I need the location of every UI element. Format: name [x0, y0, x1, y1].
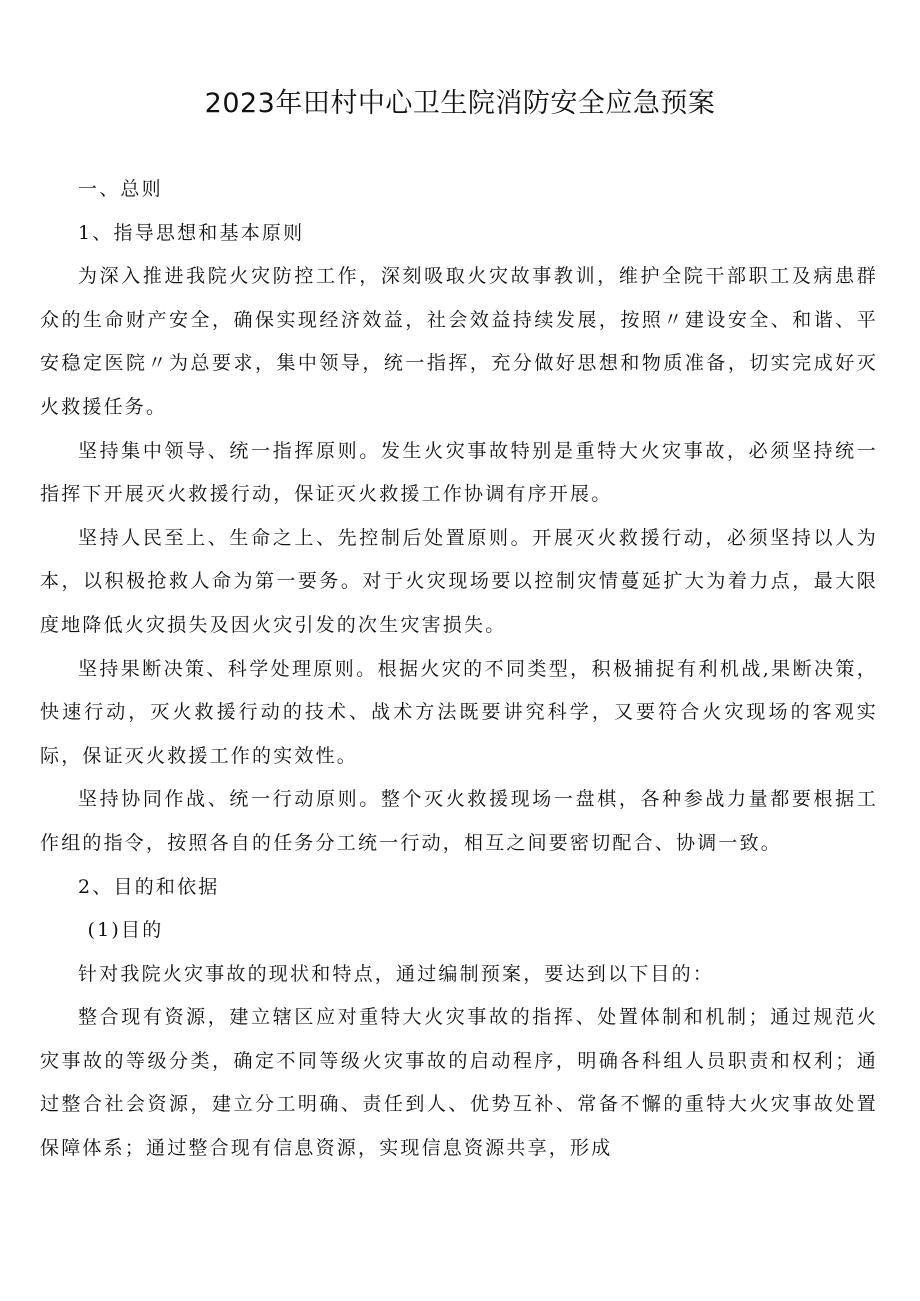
- paragraph-guiding-thought: 为深入推进我院火灾防控工作，深刻吸取火灾故事教训，维护全院干部职工及病患群众的生命财产安全，确保实现经济效益，社会效益持续发展，按照〃建设安全、和谐、平安稳定医院〃为总要求，集中领导，统一指挥，充分做好思想和物质准备，切实完成好灭火救援任务。: [40, 265, 878, 418]
- paragraph-principle-unified-command: 坚持集中领导、统一指挥原则。发生火灾事故特别是重特大火灾事故，必须坚持统一指挥下开展灭火救援行动，保证灭火救援工作协调有序开展。: [40, 439, 878, 506]
- paragraph-principle-decisive-scientific: 坚持果断决策、科学处理原则。根据火灾的不同类型，积极捕捉有利机战,果断决策，快速行动，灭火救援行动的技术、战术方法既要讲究科学，又要符合火灾现场的客观实际，保证灭火救援工作的实效性。: [40, 657, 878, 767]
- paragraph-principle-coordinated-action: 坚持协同作战、统一行动原则。整个灭火救援现场一盘棋，各种参战力量都要根据工作组的指令，按照各自的任务分工统一行动，相互之间要密切配合、协调一致。: [40, 788, 878, 854]
- document-body: [40, 168, 878, 1171]
- paragraph-purpose-intro: 针对我院火灾事故的现状和特点，通过编制预案，要达到以下目的：: [78, 962, 715, 985]
- document-title: 2023年田村中心卫生院消防安全应急预案: [204, 88, 716, 119]
- paragraph-principle-people-first: 坚持人民至上、生命之上、先控制后处置原则。开展灭火救援行动，必须坚持以人为本，以积极抢救人命为第一要务。对于火灾现场要以控制灾情蔓延扩大为着力点，最大限度地降低火灾损失及因火灾引发的次生灾害损失。: [40, 526, 878, 636]
- subsection-heading-purpose-basis: 2、目的和依据: [78, 875, 220, 898]
- section-heading-general: 一、总则: [78, 178, 163, 200]
- item-heading-purpose: (1)目的: [87, 919, 164, 942]
- subsection-heading-guiding-principles: 1、指导思想和基本原则: [78, 221, 305, 244]
- paragraph-purpose-details: 整合现有资源，建立辖区应对重特大火灾事故的指挥、处置体制和机制；通过规范火灾事故的等级分类，确定不同等级火灾事故的启动程序，明确各科组人员职责和权利；通过整合社会资源，建立分工明确、责任到人、优势互补、常备不懈的重特大火灾事故处置保障体系；通过整合现有信息资源，实现信息资源共享，形成: [40, 1006, 878, 1160]
